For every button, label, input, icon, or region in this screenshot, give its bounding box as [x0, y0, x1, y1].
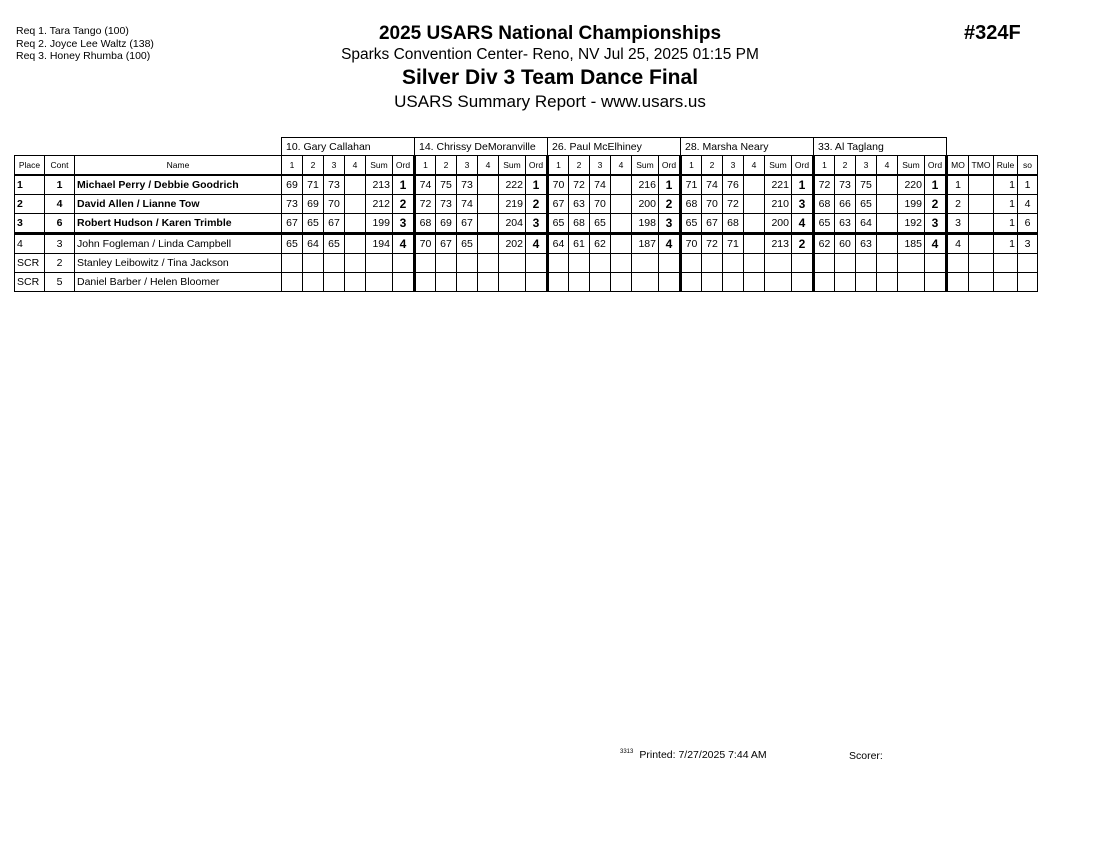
cont-cell: 6 — [45, 214, 75, 234]
score-cell — [611, 214, 632, 234]
ord-cell — [659, 273, 681, 292]
score-cell: 74 — [590, 175, 611, 195]
so-cell: 3 — [1018, 234, 1038, 254]
score-cell — [324, 254, 345, 273]
rule-cell: 1 — [994, 234, 1018, 254]
score-cell: 68 — [814, 195, 835, 214]
score-cell — [548, 254, 569, 273]
request-item: Req 3. Honey Rhumba (100) — [16, 50, 151, 62]
score-cell — [835, 273, 856, 292]
col-sum: Sum — [765, 156, 792, 176]
score-cell: 73 — [835, 175, 856, 195]
col-ord: Ord — [659, 156, 681, 176]
sum-cell: 200 — [765, 214, 792, 234]
place-cell: 1 — [15, 175, 45, 195]
score-cell: 69 — [436, 214, 457, 234]
place-cell: SCR — [15, 254, 45, 273]
judge-header: 26. Paul McElhiney — [548, 138, 681, 156]
col-ord: Ord — [792, 156, 814, 176]
score-cell — [814, 254, 835, 273]
score-cell: 63 — [856, 234, 877, 254]
ord-cell: 4 — [393, 234, 415, 254]
tmo-cell — [969, 175, 994, 195]
col-sum: Sum — [632, 156, 659, 176]
sum-cell — [765, 273, 792, 292]
championship-title: 2025 USARS National Championships — [378, 23, 722, 44]
name-cell: Michael Perry / Debbie Goodrich — [75, 175, 282, 195]
score-cell — [569, 254, 590, 273]
score-cell: 68 — [415, 214, 436, 234]
score-cell — [436, 273, 457, 292]
request-item: Req 1. Tara Tango (100) — [16, 25, 129, 37]
col-d3: 3 — [856, 156, 877, 176]
col-sum: Sum — [898, 156, 925, 176]
col-rule: Rule — [994, 156, 1018, 176]
ord-cell: 1 — [393, 175, 415, 195]
venue-line: Sparks Convention Center- Reno, NV Jul 25, 2025 01:15 PM — [341, 46, 759, 63]
score-cell: 70 — [324, 195, 345, 214]
sum-cell — [632, 273, 659, 292]
so-cell — [1018, 254, 1038, 273]
col-d1: 1 — [415, 156, 436, 176]
sum-cell: 222 — [499, 175, 526, 195]
score-cell — [611, 254, 632, 273]
request-list — [16, 25, 154, 63]
sum-cell — [499, 254, 526, 273]
col-place: Place — [15, 156, 45, 176]
score-cell: 67 — [436, 234, 457, 254]
sum-cell — [765, 254, 792, 273]
score-cell: 70 — [548, 175, 569, 195]
score-cell: 67 — [702, 214, 723, 234]
score-cell: 76 — [723, 175, 744, 195]
score-cell: 63 — [569, 195, 590, 214]
ord-cell: 2 — [925, 195, 947, 214]
place-cell: 3 — [15, 214, 45, 234]
ord-cell: 2 — [526, 195, 548, 214]
ord-cell — [526, 254, 548, 273]
score-cell: 72 — [814, 175, 835, 195]
score-cell: 65 — [856, 195, 877, 214]
score-cell: 65 — [457, 234, 478, 254]
table-row — [15, 273, 1038, 292]
ord-cell — [393, 273, 415, 292]
sum-cell — [632, 254, 659, 273]
score-cell: 70 — [415, 234, 436, 254]
col-d4: 4 — [744, 156, 765, 176]
ord-cell: 3 — [659, 214, 681, 234]
mo-cell: 3 — [947, 214, 969, 234]
col-d2: 2 — [702, 156, 723, 176]
score-cell — [744, 214, 765, 234]
table-row — [15, 254, 1038, 273]
col-d4: 4 — [345, 156, 366, 176]
sum-cell: 204 — [499, 214, 526, 234]
sum-cell: 202 — [499, 234, 526, 254]
ord-cell: 1 — [659, 175, 681, 195]
judge-header: 10. Gary Callahan — [282, 138, 415, 156]
tmo-cell — [969, 234, 994, 254]
ord-cell: 4 — [659, 234, 681, 254]
rule-cell — [994, 254, 1018, 273]
ord-cell: 2 — [393, 195, 415, 214]
score-cell: 62 — [590, 234, 611, 254]
col-d2: 2 — [569, 156, 590, 176]
report-code: 3313 — [620, 749, 634, 755]
score-cell — [723, 273, 744, 292]
score-cell — [835, 254, 856, 273]
name-cell: Robert Hudson / Karen Trimble — [75, 214, 282, 234]
col-d1: 1 — [548, 156, 569, 176]
sum-cell: 185 — [898, 234, 925, 254]
ord-cell: 4 — [792, 214, 814, 234]
col-d4: 4 — [877, 156, 898, 176]
score-cell: 75 — [436, 175, 457, 195]
tmo-cell — [969, 254, 994, 273]
score-cell — [856, 273, 877, 292]
score-cell: 64 — [856, 214, 877, 234]
ord-cell: 1 — [925, 175, 947, 195]
score-cell: 64 — [548, 234, 569, 254]
score-cell: 60 — [835, 234, 856, 254]
name-cell: Stanley Leibowitz / Tina Jackson — [75, 254, 282, 273]
so-cell: 4 — [1018, 195, 1038, 214]
score-cell: 65 — [324, 234, 345, 254]
score-cell: 65 — [282, 234, 303, 254]
table-row — [15, 195, 1038, 214]
rule-cell: 1 — [994, 175, 1018, 195]
score-cell: 65 — [548, 214, 569, 234]
col-cont: Cont — [45, 156, 75, 176]
col-ord: Ord — [526, 156, 548, 176]
score-cell — [303, 254, 324, 273]
score-cell — [324, 273, 345, 292]
event-number: #324F — [964, 22, 1021, 44]
col-d3: 3 — [457, 156, 478, 176]
score-cell: 69 — [303, 195, 324, 214]
score-cell — [345, 234, 366, 254]
results-table — [14, 137, 1038, 292]
score-cell — [590, 273, 611, 292]
ord-cell — [792, 273, 814, 292]
score-cell — [457, 273, 478, 292]
score-cell — [303, 273, 324, 292]
score-cell: 68 — [723, 214, 744, 234]
score-cell — [548, 273, 569, 292]
sum-cell: 198 — [632, 214, 659, 234]
ord-cell: 3 — [393, 214, 415, 234]
score-cell — [877, 195, 898, 214]
score-cell: 65 — [814, 214, 835, 234]
ord-cell — [792, 254, 814, 273]
score-cell — [702, 273, 723, 292]
score-cell — [282, 273, 303, 292]
table-row — [15, 175, 1038, 195]
score-cell — [282, 254, 303, 273]
col-tmo: TMO — [969, 156, 994, 176]
mo-cell: 1 — [947, 175, 969, 195]
cont-cell: 4 — [45, 195, 75, 214]
sum-cell: 213 — [366, 175, 393, 195]
tmo-cell — [969, 195, 994, 214]
ord-cell — [393, 254, 415, 273]
name-cell: John Fogleman / Linda Campbell — [75, 234, 282, 254]
judge-header: 28. Marsha Neary — [681, 138, 814, 156]
ord-cell — [925, 254, 947, 273]
judge-header: 33. Al Taglang — [814, 138, 947, 156]
place-cell: 2 — [15, 195, 45, 214]
score-cell — [611, 234, 632, 254]
col-d2: 2 — [835, 156, 856, 176]
score-cell — [877, 234, 898, 254]
score-cell: 72 — [723, 195, 744, 214]
score-cell: 67 — [457, 214, 478, 234]
score-cell — [590, 254, 611, 273]
score-cell: 63 — [835, 214, 856, 234]
score-cell — [415, 273, 436, 292]
col-d3: 3 — [324, 156, 345, 176]
cont-cell: 3 — [45, 234, 75, 254]
ord-cell: 3 — [792, 195, 814, 214]
judge-header: 14. Chrissy DeMoranville — [415, 138, 548, 156]
score-cell: 72 — [702, 234, 723, 254]
col-d4: 4 — [478, 156, 499, 176]
sum-cell — [366, 273, 393, 292]
score-cell — [877, 254, 898, 273]
score-cell: 74 — [457, 195, 478, 214]
report-title: USARS Summary Report - www.usars.us — [394, 92, 706, 111]
sum-cell: 210 — [765, 195, 792, 214]
col-so: so — [1018, 156, 1038, 176]
score-cell — [681, 273, 702, 292]
ord-cell — [526, 273, 548, 292]
score-cell — [877, 175, 898, 195]
ord-cell — [925, 273, 947, 292]
sum-cell — [898, 254, 925, 273]
sum-cell: 200 — [632, 195, 659, 214]
sum-cell — [366, 254, 393, 273]
tmo-cell — [969, 273, 994, 292]
score-cell — [744, 234, 765, 254]
rule-cell — [994, 273, 1018, 292]
score-cell — [478, 195, 499, 214]
request-item: Req 2. Joyce Lee Waltz (138) — [16, 37, 154, 50]
sum-cell: 199 — [366, 214, 393, 234]
ord-cell: 4 — [925, 234, 947, 254]
score-cell — [611, 175, 632, 195]
score-cell: 74 — [415, 175, 436, 195]
sum-cell: 220 — [898, 175, 925, 195]
score-cell — [478, 214, 499, 234]
sum-cell: 194 — [366, 234, 393, 254]
score-cell — [478, 254, 499, 273]
col-name: Name — [75, 156, 282, 176]
score-cell: 72 — [415, 195, 436, 214]
score-cell: 73 — [324, 175, 345, 195]
sum-cell: 213 — [765, 234, 792, 254]
score-cell: 70 — [590, 195, 611, 214]
score-cell: 75 — [856, 175, 877, 195]
ord-cell: 2 — [792, 234, 814, 254]
sum-cell — [898, 273, 925, 292]
col-d1: 1 — [681, 156, 702, 176]
col-d3: 3 — [590, 156, 611, 176]
score-cell — [702, 254, 723, 273]
so-cell: 1 — [1018, 175, 1038, 195]
score-cell: 68 — [681, 195, 702, 214]
col-ord: Ord — [925, 156, 947, 176]
so-cell: 6 — [1018, 214, 1038, 234]
col-d2: 2 — [436, 156, 457, 176]
score-cell — [478, 175, 499, 195]
score-cell — [345, 254, 366, 273]
score-cell — [814, 273, 835, 292]
cont-cell: 2 — [45, 254, 75, 273]
tmo-cell — [969, 214, 994, 234]
sum-cell: 219 — [499, 195, 526, 214]
score-cell — [744, 175, 765, 195]
score-cell — [744, 273, 765, 292]
mo-cell — [947, 273, 969, 292]
score-cell: 73 — [436, 195, 457, 214]
printed-timestamp: Printed: 7/27/2025 7:44 AM — [639, 749, 767, 761]
cont-cell: 1 — [45, 175, 75, 195]
score-cell — [478, 234, 499, 254]
score-cell: 70 — [702, 195, 723, 214]
score-cell — [436, 254, 457, 273]
score-cell — [345, 273, 366, 292]
ord-cell: 1 — [792, 175, 814, 195]
ord-cell: 4 — [526, 234, 548, 254]
col-d2: 2 — [303, 156, 324, 176]
score-cell — [611, 273, 632, 292]
score-cell: 65 — [590, 214, 611, 234]
mo-cell: 2 — [947, 195, 969, 214]
report-header — [250, 22, 850, 113]
score-cell — [723, 254, 744, 273]
score-cell: 70 — [681, 234, 702, 254]
score-cell — [877, 273, 898, 292]
sum-cell: 192 — [898, 214, 925, 234]
mo-cell: 4 — [947, 234, 969, 254]
score-cell — [856, 254, 877, 273]
score-cell — [877, 214, 898, 234]
col-mo: MO — [947, 156, 969, 176]
score-cell: 74 — [702, 175, 723, 195]
col-d3: 3 — [723, 156, 744, 176]
score-cell — [415, 254, 436, 273]
score-cell: 73 — [282, 195, 303, 214]
rule-cell: 1 — [994, 214, 1018, 234]
event-title: Silver Div 3 Team Dance Final — [401, 66, 699, 89]
col-sum: Sum — [499, 156, 526, 176]
score-cell: 72 — [569, 175, 590, 195]
so-cell — [1018, 273, 1038, 292]
score-cell: 62 — [814, 234, 835, 254]
score-cell: 69 — [282, 175, 303, 195]
print-footer — [620, 749, 767, 761]
score-cell — [345, 214, 366, 234]
ord-cell: 2 — [659, 195, 681, 214]
score-cell — [611, 195, 632, 214]
place-cell: 4 — [15, 234, 45, 254]
cont-cell: 5 — [45, 273, 75, 292]
sum-cell: 187 — [632, 234, 659, 254]
col-d1: 1 — [282, 156, 303, 176]
score-cell — [569, 273, 590, 292]
col-d1: 1 — [814, 156, 835, 176]
score-cell: 67 — [282, 214, 303, 234]
scorer-label: Scorer: — [849, 750, 883, 762]
score-cell — [744, 195, 765, 214]
score-cell: 71 — [723, 234, 744, 254]
sum-cell: 221 — [765, 175, 792, 195]
score-cell: 65 — [303, 214, 324, 234]
rule-cell: 1 — [994, 195, 1018, 214]
col-ord: Ord — [393, 156, 415, 176]
sum-cell: 212 — [366, 195, 393, 214]
score-cell — [345, 175, 366, 195]
score-cell — [478, 273, 499, 292]
table-row — [15, 234, 1038, 254]
name-cell: Daniel Barber / Helen Bloomer — [75, 273, 282, 292]
ord-cell — [659, 254, 681, 273]
score-cell: 73 — [457, 175, 478, 195]
score-cell: 71 — [681, 175, 702, 195]
mo-cell — [947, 254, 969, 273]
table-row — [15, 214, 1038, 234]
score-cell: 71 — [303, 175, 324, 195]
ord-cell: 1 — [526, 175, 548, 195]
score-cell: 66 — [835, 195, 856, 214]
score-cell — [744, 254, 765, 273]
score-cell — [681, 254, 702, 273]
score-cell — [345, 195, 366, 214]
sum-cell: 216 — [632, 175, 659, 195]
col-d4: 4 — [611, 156, 632, 176]
col-sum: Sum — [366, 156, 393, 176]
ord-cell: 3 — [925, 214, 947, 234]
sum-cell — [499, 273, 526, 292]
name-cell: David Allen / Lianne Tow — [75, 195, 282, 214]
score-cell: 67 — [324, 214, 345, 234]
score-cell: 68 — [569, 214, 590, 234]
score-cell: 65 — [681, 214, 702, 234]
ord-cell: 3 — [526, 214, 548, 234]
score-cell: 67 — [548, 195, 569, 214]
score-cell: 61 — [569, 234, 590, 254]
score-cell — [457, 254, 478, 273]
sum-cell: 199 — [898, 195, 925, 214]
place-cell: SCR — [15, 273, 45, 292]
score-cell: 64 — [303, 234, 324, 254]
